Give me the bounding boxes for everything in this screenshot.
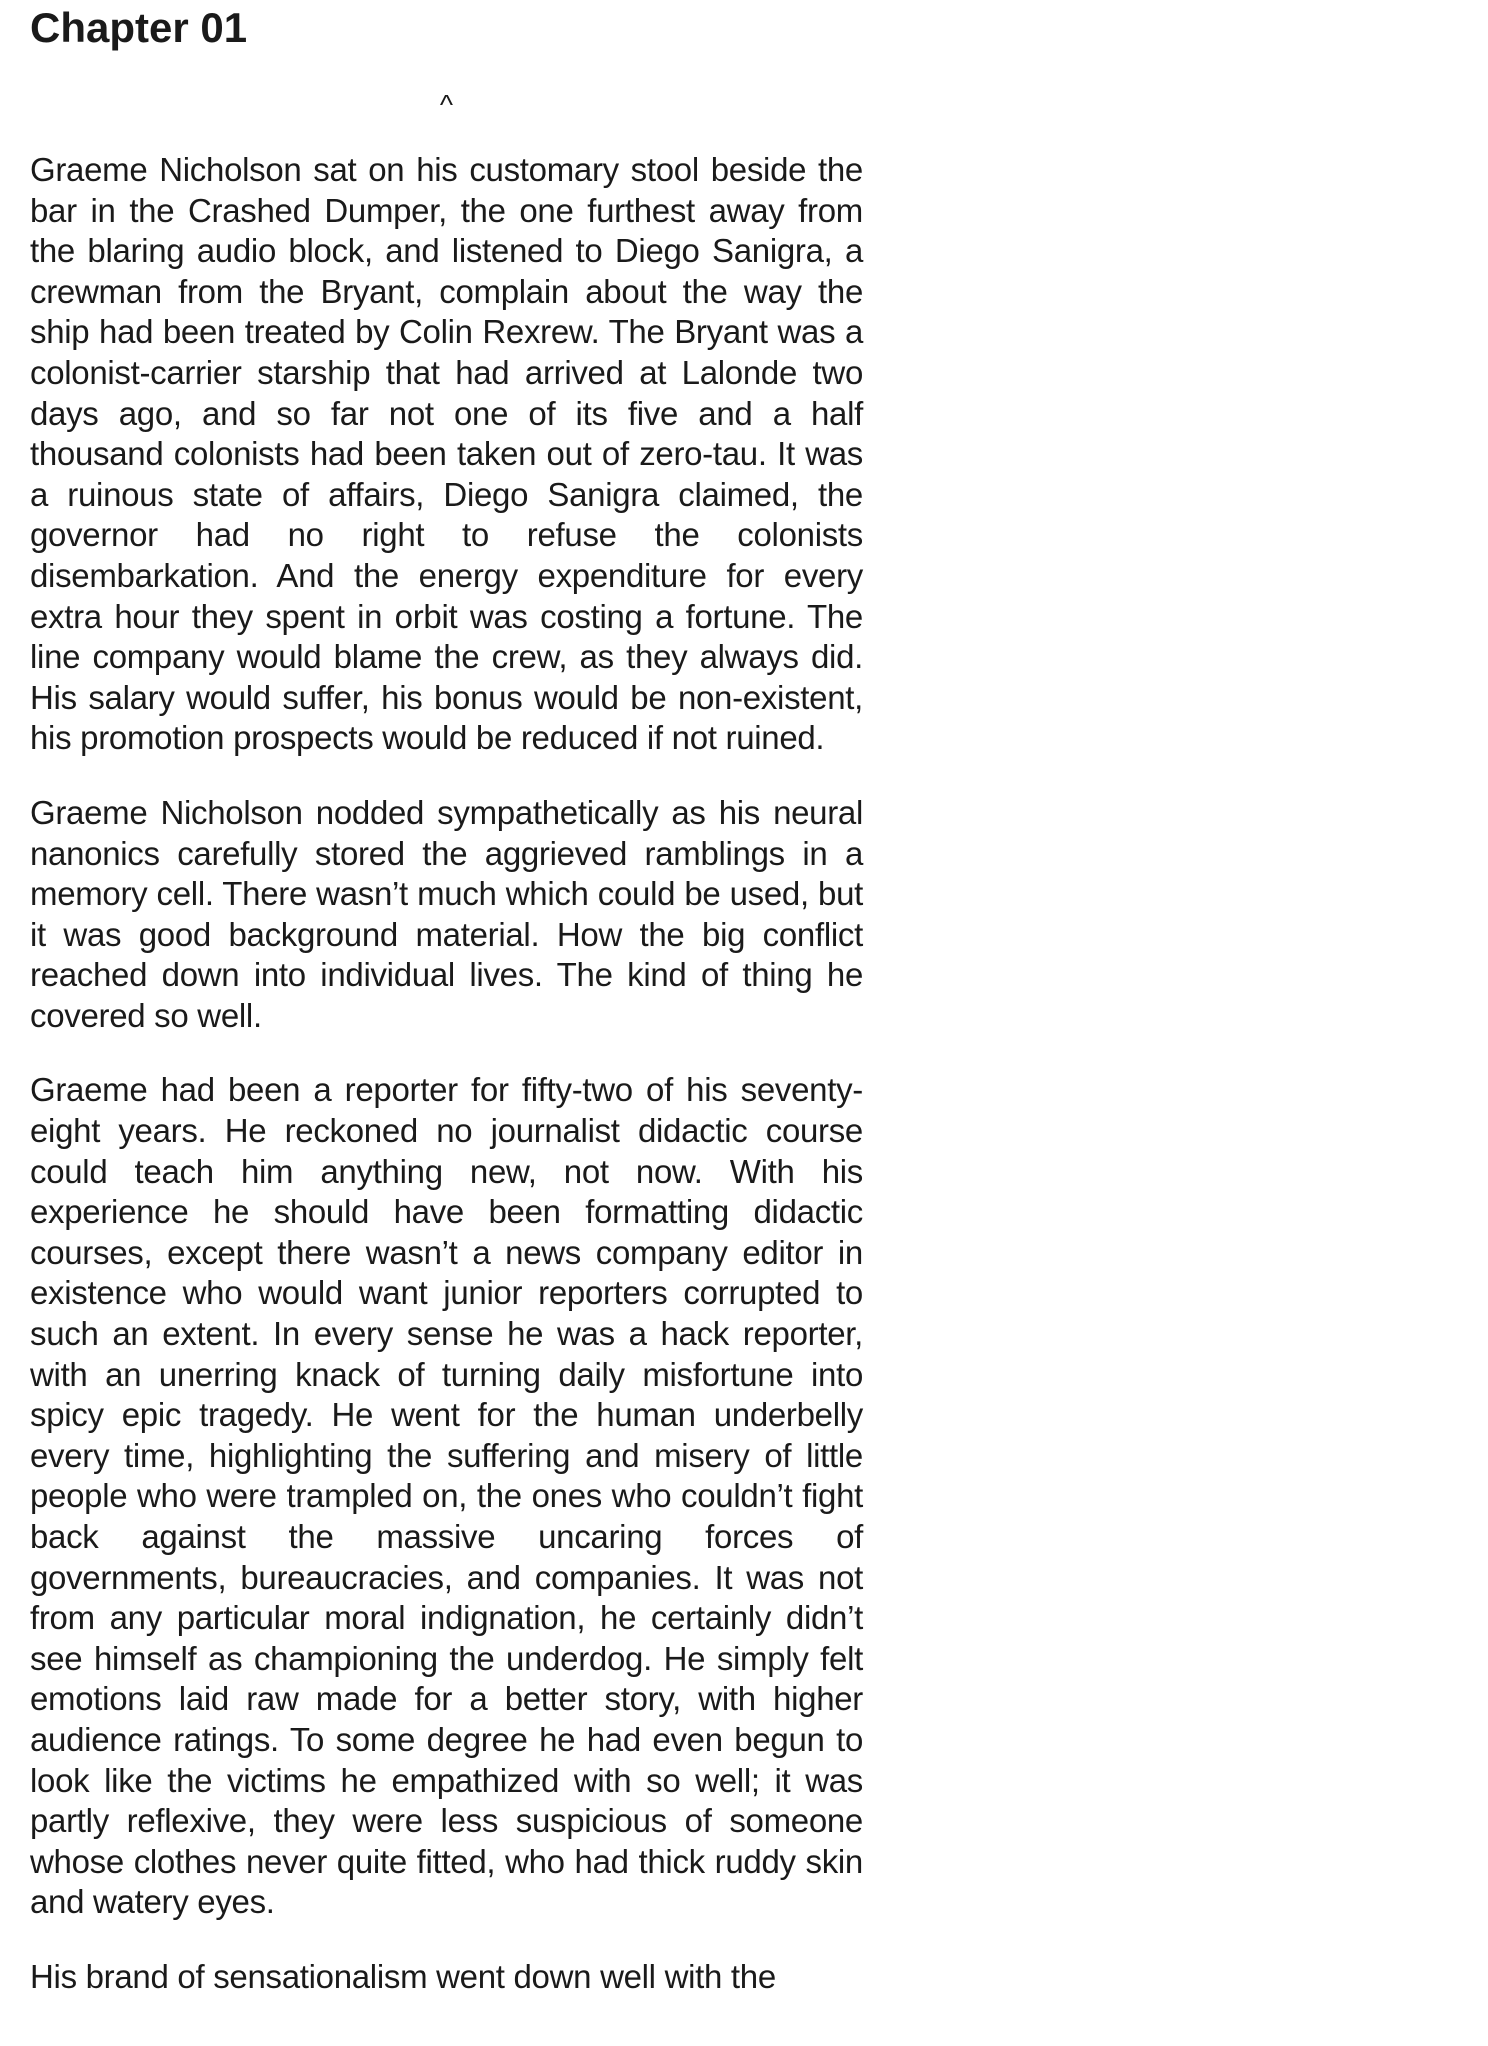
paragraph-2: Graeme Nicholson nodded sympathetically as his neural nanonics carefully stored the aggrieved ramblings in a memory cell. There wasn’t much which could be used, but it was good background material. How the big conflict reached down into individual lives. The kind of thing he covered so well.: [30, 793, 863, 1034]
document-page: [30, 0, 863, 1998]
chapter-title: Chapter 01: [30, 4, 248, 51]
paragraph-4: His brand of sensationalism went down well with the: [30, 1957, 776, 1995]
paragraph-1: Graeme Nicholson sat on his customary stool beside the bar in the Crashed Dumper, the one furthest away from the blaring audio block, and listened to Diego Sanigra, a crewman from the Bryant, complain about the way the ship had been treated by Colin Rexrew. The Bryant was a colonist-carrier starship that had arrived at Lalonde two days ago, and so far not one of its five and a half thousand colonists had been taken out of zero-tau. It was a ruinous state of affairs, Diego Sanigra claimed, the governor had no right to refuse the colonists disembarkation. And the energy expenditure for every extra hour they spent in orbit was costing a fortune. The line company would blame the crew, as they always did. His salary would suffer, his bonus would be non-existent, his promotion prospects would be reduced if not ruined.: [30, 151, 863, 757]
chapter-marker: ^: [439, 89, 454, 120]
paragraph-3: Graeme had been a reporter for fifty-two of his seventy-eight years. He reckoned no journalist didactic course could teach him anything new, not now. With his experience he should have been formatting didactic courses, except there wasn’t a news company editor in existence who would want junior reporters corrupted to such an extent. In every sense he was a hack reporter, with an unerring knack of turning daily misfortune into spicy epic tragedy. He went for the human underbelly every time, highlighting the suffering and misery of little people who were trampled on, the ones who couldn’t fight back against the massive uncaring forces of governments, bureaucracies, and companies. It was not from any particular moral indignation, he certainly didn’t see himself as championing the underdog. He simply felt emotions laid raw made for a better story, with higher audience ratings. To some degree he had even begun to look like the victims he empathized with so well; it was partly reflexive, they were less suspicious of someone whose clothes never quite fitted, who had thick ruddy skin and watery eyes.: [30, 1071, 863, 1921]
